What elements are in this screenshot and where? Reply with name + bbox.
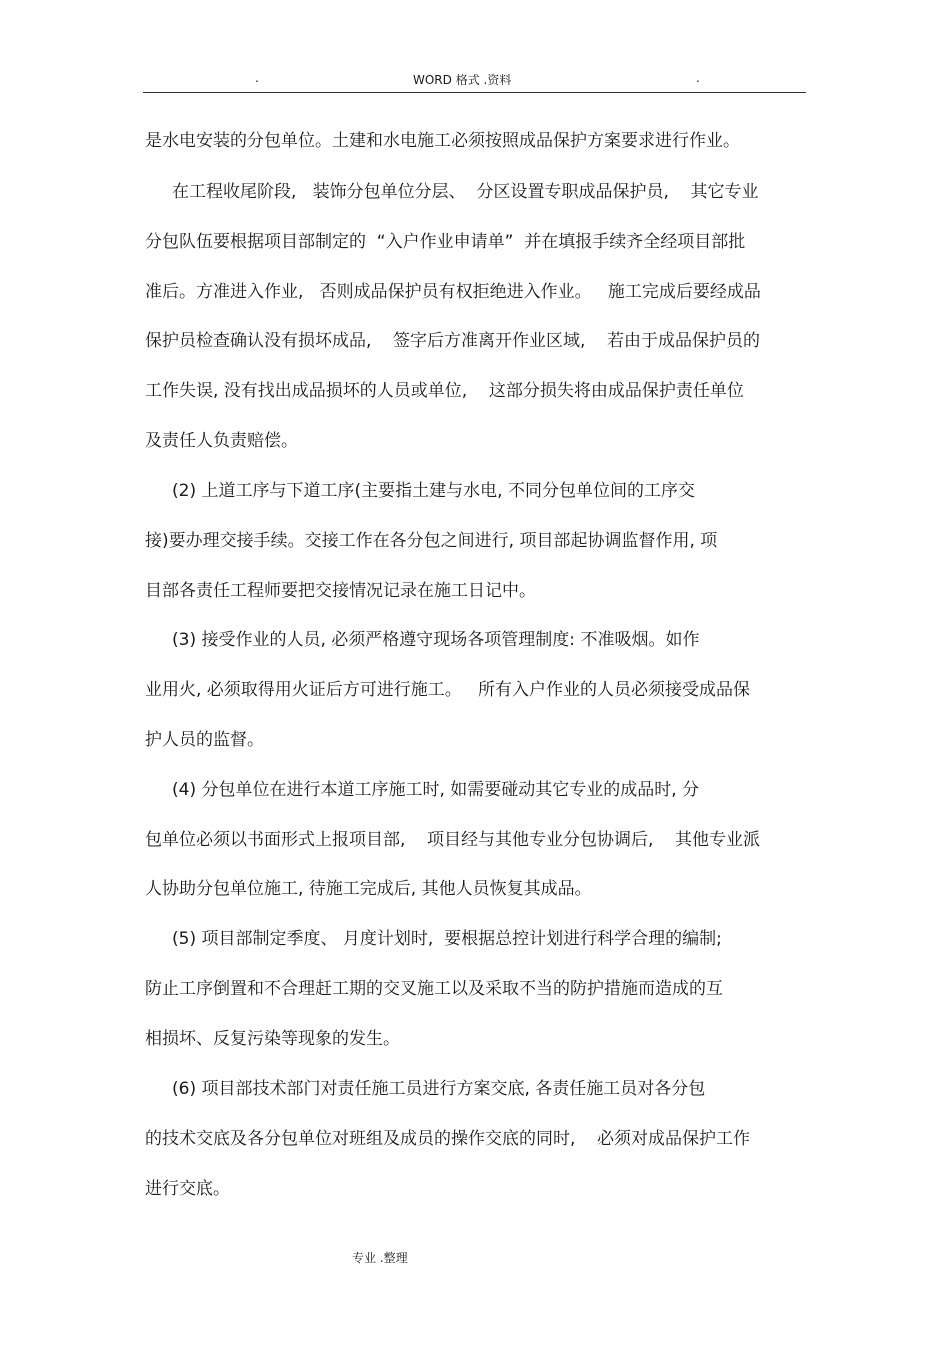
text-line: (6) 项目部技术部门对责任施工员进行方案交底, 各责任施工员对各分包	[145, 1079, 706, 1099]
text-line: 及责任人负责赔偿。	[145, 431, 298, 451]
text-line: (5) 项目部制定季度、 月度计划时, 要根据总控计划进行科学合理的编制;	[145, 929, 722, 949]
text-line: (4) 分包单位在进行本道工序施工时, 如需要碰动其它专业的成品时, 分	[145, 780, 700, 800]
page-header	[143, 68, 806, 93]
text-line: 目部各责任工程师要把交接情况记录在施工日记中。	[145, 581, 536, 601]
text-line: 护人员的监督。	[145, 730, 264, 750]
text-line: 防止工序倒置和不合理赶工期的交叉施工以及采取不当的防护措施而造成的互	[145, 979, 723, 999]
text-line: 业用火, 必须取得用火证后方可进行施工。 所有入户作业的人员必须接受成品保	[145, 680, 751, 700]
text-line: 相损坏、反复污染等现象的发生。	[145, 1029, 400, 1049]
text-line: 分包队伍要根据项目部制定的 “入户作业申请单” 并在填报手续齐全经项目部批	[145, 232, 746, 252]
text-line: 保护员检查确认没有损坏成品, 签字后方准离开作业区域, 若由于成品保护员的	[145, 331, 761, 351]
text-line: (3) 接受作业的人员, 必须严格遵守现场各项管理制度: 不准吸烟。如作	[145, 630, 700, 650]
header-right-mark: .	[696, 71, 700, 85]
header-left-mark: .	[255, 71, 259, 85]
text-line: 在工程收尾阶段, 装饰分包单位分层、 分区设置专职成品保护员, 其它专业	[145, 182, 759, 202]
text-line: 的技术交底及各分包单位对班组及成员的操作交底的同时, 必须对成品保护工作	[145, 1129, 751, 1149]
text-line: (2) 上道工序与下道工序(主要指土建与水电, 不同分包单位间的工序交	[145, 481, 695, 501]
text-line: 进行交底。	[145, 1179, 230, 1199]
text-line: 是水电安装的分包单位。土建和水电施工必须按照成品保护方案要求进行作业。	[145, 131, 740, 151]
text-line: 包单位必须以书面形式上报项目部, 项目经与其他专业分包协调后, 其他专业派	[145, 830, 761, 850]
text-line: 准后。方准进入作业, 否则成品保护员有权拒绝进入作业。 施工完成后要经成品	[145, 282, 761, 302]
text-line: 接)要办理交接手续。交接工作在各分包之间进行, 项目部起协调监督作用, 项	[145, 531, 718, 551]
page-footer: 专业 .整理	[352, 1251, 408, 1265]
text-line: 人协助分包单位施工, 待施工完成后, 其他人员恢复其成品。	[145, 879, 592, 899]
text-line: 工作失误, 没有找出成品损坏的人员或单位, 这部分损失将由成品保护责任单位	[145, 381, 744, 401]
header-title: WORD 格式 .资料	[413, 73, 512, 87]
